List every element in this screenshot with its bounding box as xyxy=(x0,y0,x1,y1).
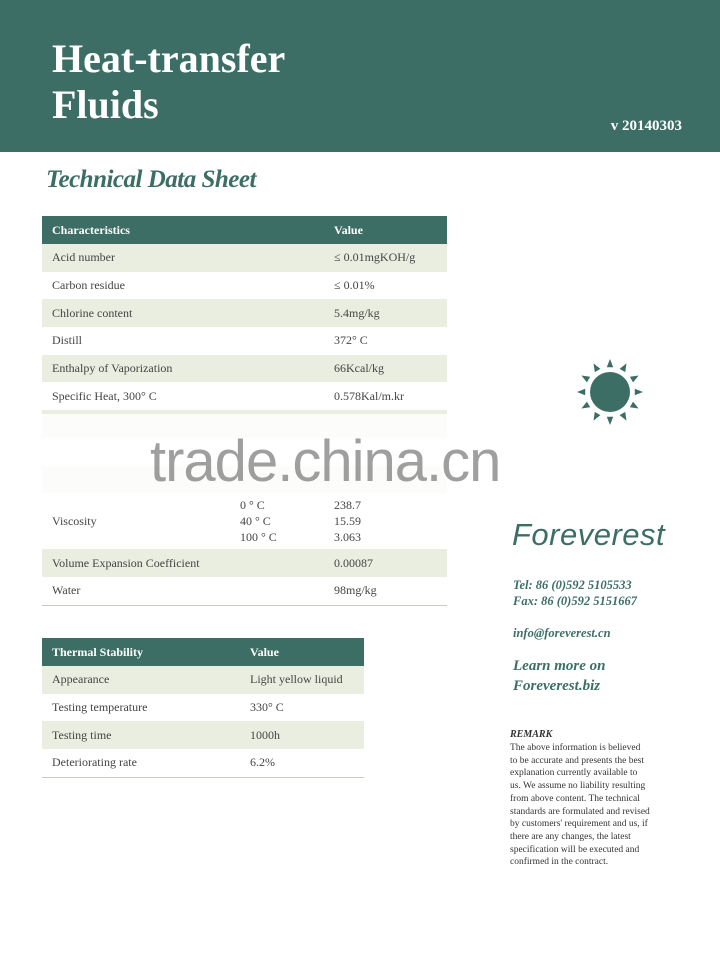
website-link[interactable]: Foreverest.biz xyxy=(513,678,601,694)
section-title: Technical Data Sheet xyxy=(46,166,256,193)
row-value: 6.2% xyxy=(240,749,364,777)
contact-block xyxy=(513,577,637,609)
phone-number: Tel: 86 (0)592 5105533 xyxy=(513,578,632,592)
table-row xyxy=(42,299,447,327)
thermal-value-header: Value xyxy=(240,638,364,666)
learn-more-text: Learn more on xyxy=(513,658,606,674)
watermark-text: trade.china.cn xyxy=(150,429,501,494)
document-title xyxy=(52,36,285,128)
viscosity-values xyxy=(324,493,447,549)
table-row xyxy=(42,721,364,749)
row-label: Carbon residue xyxy=(52,278,125,293)
row-value: 1000h xyxy=(240,721,364,749)
row-value: 330° C xyxy=(250,700,284,715)
row-label: Distill xyxy=(52,333,83,348)
title-line-1: Heat-transfer xyxy=(52,36,286,81)
table-row xyxy=(42,272,447,300)
sun-icon xyxy=(574,356,646,428)
value-header: Value xyxy=(324,216,447,244)
visc-value-100: 3.063 xyxy=(334,530,361,545)
row-label: Volume Expansion Coefficient xyxy=(42,549,324,577)
thermal-header: Thermal Stability xyxy=(42,638,240,666)
remark-text: The above information is believed to be accurate and presents the best explanation currently available to us. We assume no liability resulting from above content. The technical standards are formulated and revised by customers' requirement and us, if there are any changes, the latest specification will be executed and confirmed in the contract. xyxy=(510,743,650,868)
table-row xyxy=(42,327,447,355)
visc-value-0: 238.7 xyxy=(334,498,361,513)
row-value: ≤ 0.01% xyxy=(334,278,375,293)
table-row xyxy=(42,577,447,605)
row-label: Specific Heat, 300° C xyxy=(52,388,157,403)
row-label: Testing time xyxy=(42,721,240,749)
viscosity-label xyxy=(42,493,324,549)
row-value: ≤ 0.01mgKOH/g xyxy=(324,244,447,272)
version-label: v 20140303 xyxy=(610,118,682,134)
row-value: 0.00087 xyxy=(324,549,447,577)
row-value: 372° C xyxy=(334,333,368,348)
table-row xyxy=(42,355,447,383)
temp-100: 100 ° C xyxy=(240,530,277,545)
viscosity-row xyxy=(42,493,447,549)
row-label: Enthalpy of Vaporization xyxy=(42,355,324,383)
remark-heading: REMARK xyxy=(510,729,553,740)
row-label: Testing temperature xyxy=(52,700,148,715)
title-line-2: Fluids xyxy=(52,82,159,127)
brand-logo: Foreverest xyxy=(512,517,666,552)
viscosity-temps xyxy=(240,497,277,545)
row-label: Acid number xyxy=(42,244,324,272)
table-row xyxy=(42,666,364,694)
table-row xyxy=(42,749,364,777)
thermal-stability-table xyxy=(42,638,364,778)
header-banner xyxy=(0,0,720,152)
characteristics-header: Characteristics xyxy=(42,216,324,244)
characteristics-table xyxy=(42,216,447,606)
temp-40: 40 ° C xyxy=(240,514,271,529)
row-label: Deteriorating rate xyxy=(42,749,240,777)
viscosity-name: Viscosity xyxy=(52,513,97,528)
row-label: Chlorine content xyxy=(42,299,324,327)
row-value: 5.4mg/kg xyxy=(324,299,447,327)
table-row xyxy=(42,382,447,410)
table-row xyxy=(42,694,364,722)
row-value: 0.578Kal/m.kr xyxy=(334,388,404,403)
fax-number: Fax: 86 (0)592 5151667 xyxy=(513,594,637,608)
row-label: Water xyxy=(42,577,324,605)
row-value: Light yellow liquid xyxy=(240,666,364,694)
visc-value-40: 15.59 xyxy=(334,514,361,529)
row-value: 98mg/kg xyxy=(324,577,447,605)
row-value: 66Kcal/kg xyxy=(324,355,447,383)
table-row xyxy=(42,244,447,272)
table-row xyxy=(42,549,447,577)
row-label: Appearance xyxy=(42,666,240,694)
temp-0: 0 ° C xyxy=(240,498,265,513)
email-link[interactable]: info@foreverest.cn xyxy=(513,626,611,640)
learn-more-link[interactable] xyxy=(513,656,606,696)
